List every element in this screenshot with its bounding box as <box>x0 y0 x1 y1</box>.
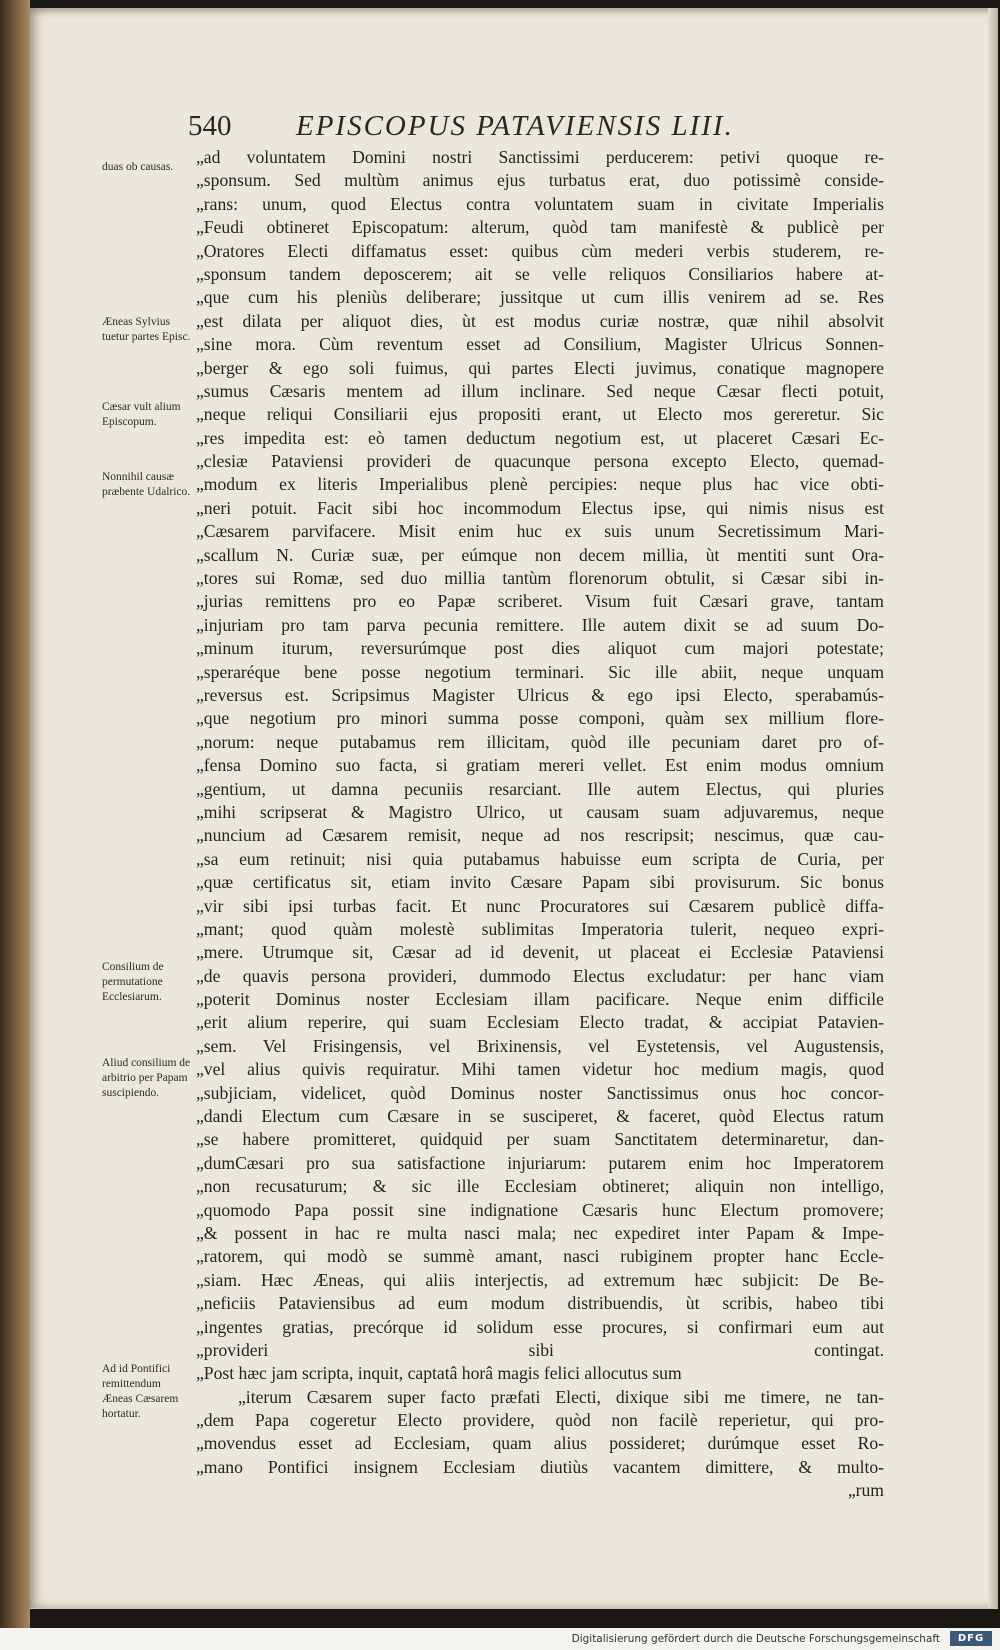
text-line: „scallum N. Curiæ suæ, per eúmque non decem millia, ùt mentiti sunt Ora- <box>196 544 884 565</box>
text-line: „dumCæsari pro sua satisfactione injuriarum: putarem enim hoc Imperatorem <box>196 1152 884 1173</box>
text-line: „res impedita est: eò tamen deductum negotium est, ut placeret Cæsari Ec- <box>196 427 884 448</box>
text-line: „iterum Cæsarem super facto præfati Electi, dixique sibi me timere, ne tan- <box>238 1386 884 1407</box>
text-line: „vir sibi ipsi turbas facit. Et nunc Procuratores sui Cæsarem publicè diffa- <box>196 895 884 916</box>
text-line: „ratorem, qui modò se summè amant, nasci rubiginem propter hanc Eccle- <box>196 1246 884 1267</box>
text-line: „sem. Vel Frisingensis, vel Brixinensis, vel Eystetensis, vel Augustensis, <box>196 1035 884 1056</box>
dfg-logo: DFG <box>950 1631 992 1646</box>
text-line: „neque reliqui Consiliarii ejus propositi erant, ut Electo mos gereretur. Sic <box>196 404 884 425</box>
text-line: „sine mora. Cùm reventum esset ad Consilium, Magister Ulricus Sonnen- <box>196 334 884 355</box>
text-line: „neficiis Pataviensibus ad eum modum distribuendis, ùt scribis, habeo tibi <box>196 1293 884 1314</box>
text-line: „nuncium ad Cæsarem remisit, neque ad nos rescripsit; nescimus, quæ cau- <box>196 825 884 846</box>
page-edge <box>988 8 998 1608</box>
footer-strip <box>0 1628 1000 1650</box>
funding-credit: Digitalisierung gefördert durch die Deutsche Forschungsgemeinschaft <box>571 1633 940 1645</box>
text-line: „clesiæ Pataviensi provideri de quacunque persona excepto Electo, quemad- <box>196 451 884 472</box>
text-line: „rum <box>847 1480 884 1501</box>
text-line: „minum iturum, reversurúmque post dies aliquot cum majori potestate; <box>196 638 884 659</box>
running-head: EPISCOPUS PATAVIENSIS LIII. <box>296 110 734 142</box>
margin-note: Æneas Sylvius tuetur partes Episc. <box>102 316 191 343</box>
text-line: „erit alium reperire, qui suam Ecclesiam Electo tradat, & accipiat Patavien- <box>196 1012 884 1033</box>
text-line: „berger & ego soli fuimus, qui partes Electi juvimus, conatique magnopere <box>196 357 884 378</box>
text-line: „que cum his pleniùs deliberare; jussitque ut cum illis venirem ad se. Res <box>196 287 884 308</box>
text-line: „est dilata per aliquot dies, ùt est modus curiæ nostræ, quæ nihil absolvit <box>196 310 884 331</box>
text-line: „Post hæc jam scripta, inquit, captatâ horâ magis felici allocutus sum <box>196 1363 682 1384</box>
text-line: „mere. Utrumque sit, Cæsar ad id devenit, ut placeat ei Ecclesiæ Pataviensi <box>196 942 884 963</box>
text-line: „subjiciam, videlicet, quòd Dominus noster Sanctissimus onus hoc concor- <box>196 1082 884 1103</box>
text-line: „fensa Domino suo facta, si gratiam mereri vellet. Est enim modus omnium <box>196 755 884 776</box>
text-line: „Feudi obtineret Episcopatum: alterum, quòd tam manifestè & publicè per <box>196 217 884 238</box>
text-line: „injuriam pro tam parva pecunia remittere. Ille autem dixit se ad suum Do- <box>196 614 884 635</box>
text-line: „neri potuit. Facit sibi hoc incommodum Electus ipse, qui nimis nisus est <box>196 497 884 518</box>
text-line: „modum ex literis Imperialibus plenè percipies: neque plus hac vice obti- <box>196 474 884 495</box>
margin-note: Nonnihil causæ præbente Udalrico. <box>102 471 191 498</box>
text-line: „que negotium pro minori summa posse componi, quàm sex millium flore- <box>196 708 884 729</box>
text-line: „dandi Electum cum Cæsare in se susciperet, & faceret, quòd Electus ratum <box>196 1106 884 1127</box>
text-line: „ad voluntatem Domini nostri Sanctissimi perducerem: petivi quoque re- <box>196 147 884 167</box>
text-line: „ingentes gratias, precórque id solidum esse procures, si confirmari eum aut <box>196 1316 884 1337</box>
text-line: „quomodo Papa possit sine indignatione Cæsaris hunc Electum promovere; <box>196 1199 884 1220</box>
book-binding <box>0 0 30 1630</box>
margin-note: duas ob causas. <box>102 161 174 173</box>
text-line: „vel alius quivis requiratur. Mihi tamen videtur hoc medium magis, quod <box>196 1059 884 1080</box>
text-line: „sa eum retinuit; nisi quia putabamus habuisse eum scripta de Curia, per <box>196 848 884 869</box>
margin-note: Cæsar vult alium Episcopum. <box>102 401 181 428</box>
text-line: „jurias remittens pro eo Papæ scriberet. Visum fuit Cæsari grave, tantam <box>196 591 884 612</box>
text-line: „sponsum tandem deposcerem; ait se velle reliquos Consiliarios habere at- <box>196 263 884 284</box>
text-line: „quæ certificatus sit, etiam invito Cæsare Papam sibi provisurum. Sic bonus <box>196 872 884 893</box>
text-line: „siam. Hæc Æneas, qui aliis interjectis, ad extremum hæc subjicit: De Be- <box>196 1269 884 1290</box>
page-number: 540 <box>188 110 232 142</box>
text-line: „de quavis persona provideri, dummodo Electus excludatur: per hanc viam <box>196 965 884 986</box>
text-line: „provideri sibi contingat. <box>196 1339 884 1360</box>
main-text <box>196 146 884 1503</box>
text-line: „norum: neque putabamus rem illicitam, quòd ille pecuniam daret pro of- <box>196 731 884 752</box>
text-line: „reversus est. Scripsimus Magister Ulricus & ego ipsi Electo, sperabamús- <box>196 684 884 705</box>
text-line: „sponsum. Sed multùm animus ejus turbatus erat, duo potissimè conside- <box>196 170 884 191</box>
text-line: „tores sui Romæ, sed duo millia tantùm florenorum obtulit, si Cæsar sibi in- <box>196 568 884 589</box>
text-line: „Oratores Electi diffamatus esset: quibus cùm mederi verbis studerem, re- <box>196 240 884 261</box>
margin-note: Aliud consilium de arbitrio per Papam suscipiendo. <box>102 1057 191 1099</box>
page-header <box>188 106 828 146</box>
text-line: „mano Pontifici insignem Ecclesiam diutiùs vacantem dimittere, & multo- <box>196 1456 884 1477</box>
text-line: „Cæsarem parvifacere. Misit enim huc ex suis unum Secretissimum Mari- <box>196 521 884 542</box>
text-line: „mant; quod quàm molestè sublimitas Imperatoria tulerit, nequeo expri- <box>196 918 884 939</box>
text-line: „poterit Dominus noster Ecclesiam illam pacificare. Neque enim difficile <box>196 989 884 1010</box>
text-line: „sumus Cæsaris mentem ad illum inclinare. Sed neque Cæsar flecti potuit, <box>196 380 884 401</box>
text-line: „non recusaturum; & sic ille Ecclesiam obtineret; aliquin non intelligo, <box>196 1176 884 1197</box>
text-line: „speraréque bene posse negotium terminari. Sic ille abiit, neque unquam <box>196 661 884 682</box>
margin-note: Consilium de permutatione Ecclesiarum. <box>102 961 164 1003</box>
margin-note: Ad id Pontifici remittendum Æneas Cæsarem hortatur. <box>102 1363 179 1420</box>
text-line: „& possent in hac re multa nasci mala; nec expediret inter Papam & Impe- <box>196 1222 884 1243</box>
text-line: „gentium, ut damna pecuniis resarciant. Ille autem Electus, qui pluries <box>196 778 884 799</box>
text-line: „rans: unum, quod Electus contra voluntatem suam in civitate Imperialis <box>196 193 884 214</box>
text-line: „se habere promitteret, quidquid per suam Sanctitatem determinaretur, dan- <box>196 1129 884 1150</box>
text-line: „mihi scripserat & Magistro Ulrico, ut causam suam adjuvaremus, neque <box>196 801 884 822</box>
text-line: „dem Papa cogeretur Electo providere, quòd non facilè reperietur, qui pro- <box>196 1410 884 1431</box>
text-line: „movendus esset ad Ecclesiam, quam alius possideret; durúmque esset Ro- <box>196 1433 884 1454</box>
